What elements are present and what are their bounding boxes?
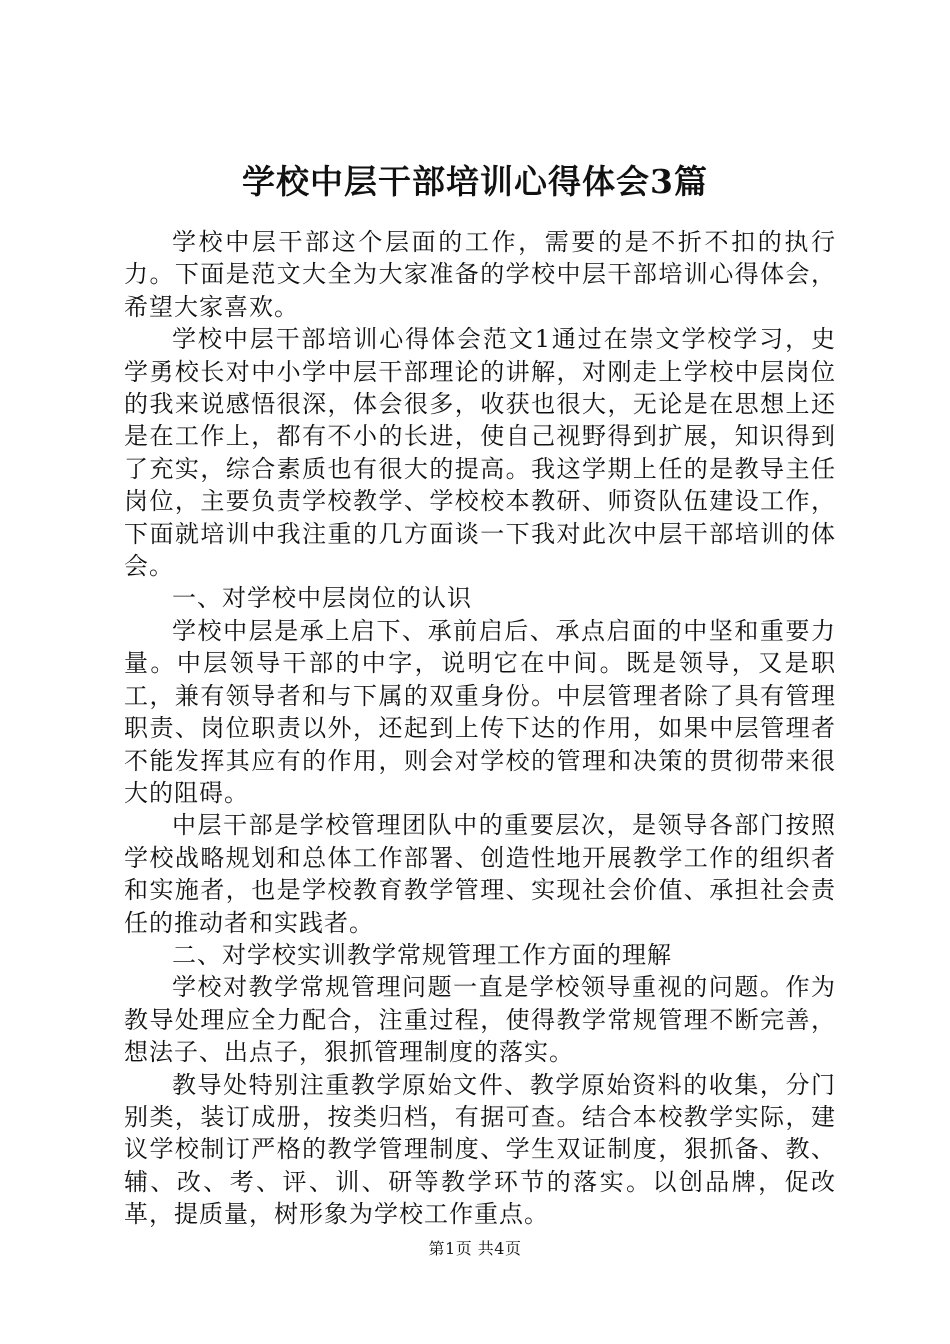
paragraph-routine-management: 学校对教学常规管理问题一直是学校领导重视的问题。作为教导处理应全力配合，注重过程，使得教学常规管理不断完善，想法子、出点子，狠抓管理制度的落实。 xyxy=(124,973,836,1067)
paragraph-teaching-office: 教导处特别注重教学原始文件、教学原始资料的收集，分门别类，装订成册，按类归档，有据可查。结合本校教学实际，建议学校制订严格的教学管理制度、学生双证制度，狠抓备、教、辅、改、考、评、训、研等教学环节的落实。以创品牌，促改革，提质量，树形象为学校工作重点。 xyxy=(124,1070,836,1229)
paragraph-management-team: 中层干部是学校管理团队中的重要层次，是领导各部门按照学校战略规划和总体工作部署、创造性地开展教学工作的组织者和实施者，也是学校教育教学管理、实现社会价值、承担社会责任的推动者和实践者。 xyxy=(124,811,836,937)
document-body xyxy=(124,226,836,1231)
document-title: 学校中层干部培训心得体会3篇 xyxy=(242,162,708,201)
page-footer: 第1页 共4页 xyxy=(428,1239,522,1258)
section-heading-2: 二、对学校实训教学常规管理工作方面的理解 xyxy=(172,940,672,969)
paragraph-intro: 学校中层干部这个层面的工作，需要的是不折不扣的执行力。下面是范文大全为大家准备的学校中层干部培训心得体会，希望大家喜欢。 xyxy=(124,228,836,321)
section-heading-1: 一、对学校中层岗位的认识 xyxy=(172,584,472,613)
paragraph-essay-1: 学校中层干部培训心得体会范文1通过在崇文学校学习，史学勇校长对中小学中层干部理论的讲解，对刚走上学校中层岗位的我来说感悟很深，体会很多，收获也很大，无论是在思想上还是在工作上，都有不小的长进，使自己视野得到扩展，知识得到了充实，综合素质也有很大的提高。我这学期上任的是教导主任岗位，主要负责学校教学、学校校本教研、师资队伍建设工作，下面就培训中我注重的几方面谈一下我对此次中层干部培训的体会。 xyxy=(124,325,836,581)
paragraph-middle-role: 学校中层是承上启下、承前启后、承点启面的中坚和重要力量。中层领导干部的中字，说明它在中间。既是领导，又是职工，兼有领导者和与下属的双重身份。中层管理者除了具有管理职责、岗位职责以外，还起到上传下达的作用，如果中层管理者不能发挥其应有的作用，则会对学校的管理和决策的贯彻带来很大的阻碍。 xyxy=(124,616,836,807)
